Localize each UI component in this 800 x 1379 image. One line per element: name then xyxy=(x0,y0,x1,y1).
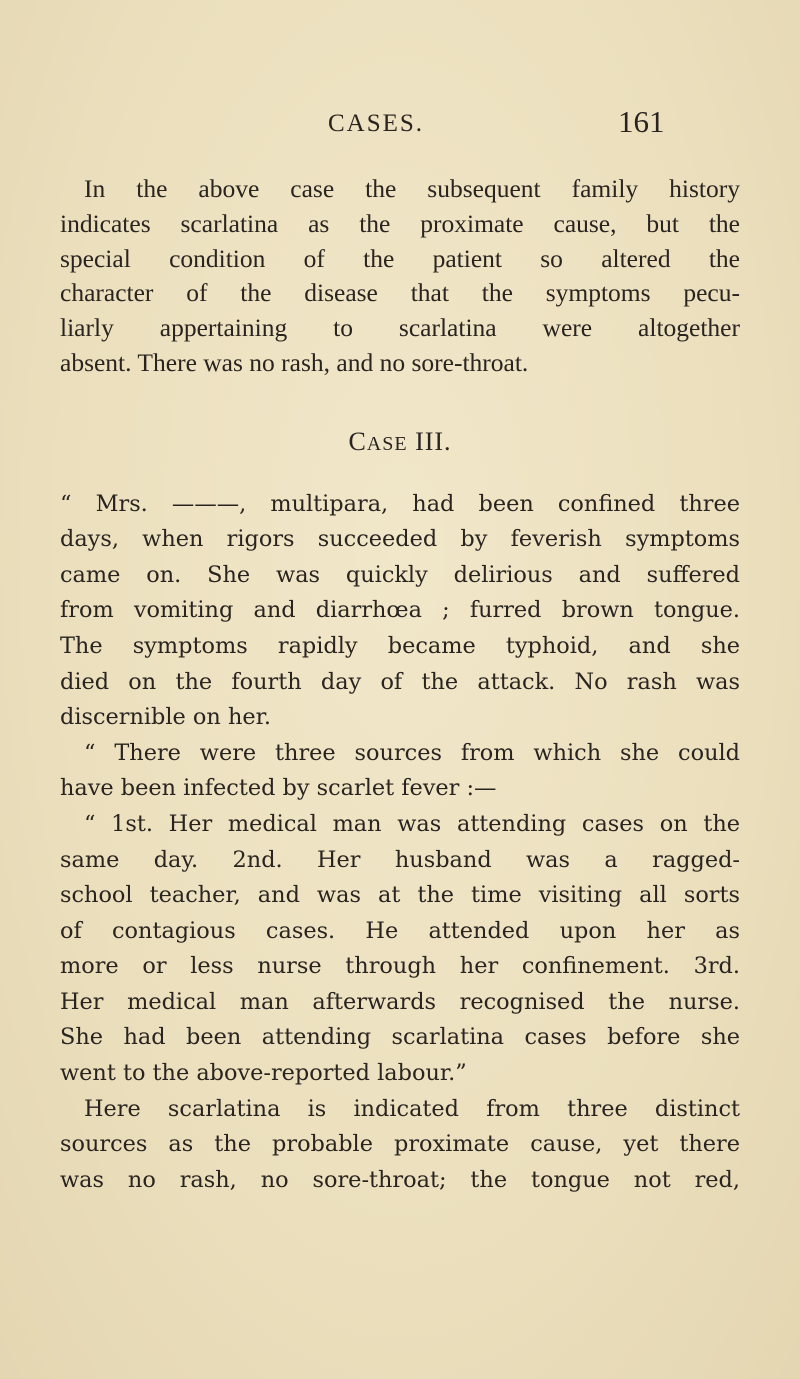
paragraph-2 xyxy=(60,487,740,736)
text-line: school teacher, and was at the time visiting all sorts xyxy=(60,882,740,909)
page-header xyxy=(0,104,800,148)
text-line: sources as the probable proximate cause, yet there xyxy=(60,1131,740,1158)
case-heading-numeral: III. xyxy=(407,426,452,456)
text-line: from vomiting and diarrhœa ; furred brown tongue. xyxy=(60,597,740,624)
text-line: In the above case the subsequent family history xyxy=(84,174,740,203)
text-line: same day. 2nd. Her husband was a ragged- xyxy=(60,846,740,873)
case-heading-smallcaps: ASE xyxy=(366,432,408,455)
text-line: The symptoms rapidly became typhoid, and she xyxy=(60,632,740,659)
paragraph-5 xyxy=(60,1092,740,1199)
page-body xyxy=(60,172,740,1198)
text-line: indicates scarlatina as the proximate cause, but the xyxy=(60,208,740,238)
text-line: special condition of the patient so altered the xyxy=(60,243,740,273)
text-line: character of the disease that the symptoms pecu- xyxy=(60,278,740,308)
text-line: absent. There was no rash, and no sore-throat. xyxy=(60,347,529,377)
text-line: died on the fourth day of the attack. No rash was xyxy=(60,668,740,695)
running-head: CASES. xyxy=(328,110,425,137)
text-line: came on. She was quickly delirious and suffered xyxy=(60,561,740,588)
text-line: “ Mrs. ———, multipara, had been confined three xyxy=(60,490,740,517)
paragraph-3 xyxy=(60,736,740,807)
text-line: “ There were three sources from which she could xyxy=(84,739,740,766)
text-line: have been infected by scarlet fever :— xyxy=(60,775,497,802)
case-heading-initial: C xyxy=(348,426,367,456)
text-line: was no rash, no sore-throat; the tongue not red, xyxy=(60,1166,740,1193)
text-line: Her medical man afterwards recognised the nurse. xyxy=(60,988,740,1015)
text-line: discernible on her. xyxy=(60,704,271,731)
text-line: “ 1st. Her medical man was attending cases on the xyxy=(84,810,740,837)
page-number: 161 xyxy=(618,104,665,139)
text-line: more or less nurse through her confinement. 3rd. xyxy=(60,953,740,980)
case-report xyxy=(60,487,740,1199)
text-line: Here scarlatina is indicated from three distinct xyxy=(84,1095,740,1122)
text-line: went to the above-reported labour.” xyxy=(60,1060,467,1087)
text-line: days, when rigors succeeded by feverish symptoms xyxy=(60,526,740,553)
paragraph-4 xyxy=(60,807,740,1092)
text-line: of contagious cases. He attended upon her as xyxy=(60,917,740,944)
text-line: She had been attending scarlatina cases before she xyxy=(60,1024,740,1051)
case-heading xyxy=(60,425,740,462)
paragraph-1 xyxy=(60,172,740,381)
text-line: liarly appertaining to scarlatina were altogether xyxy=(60,313,740,343)
